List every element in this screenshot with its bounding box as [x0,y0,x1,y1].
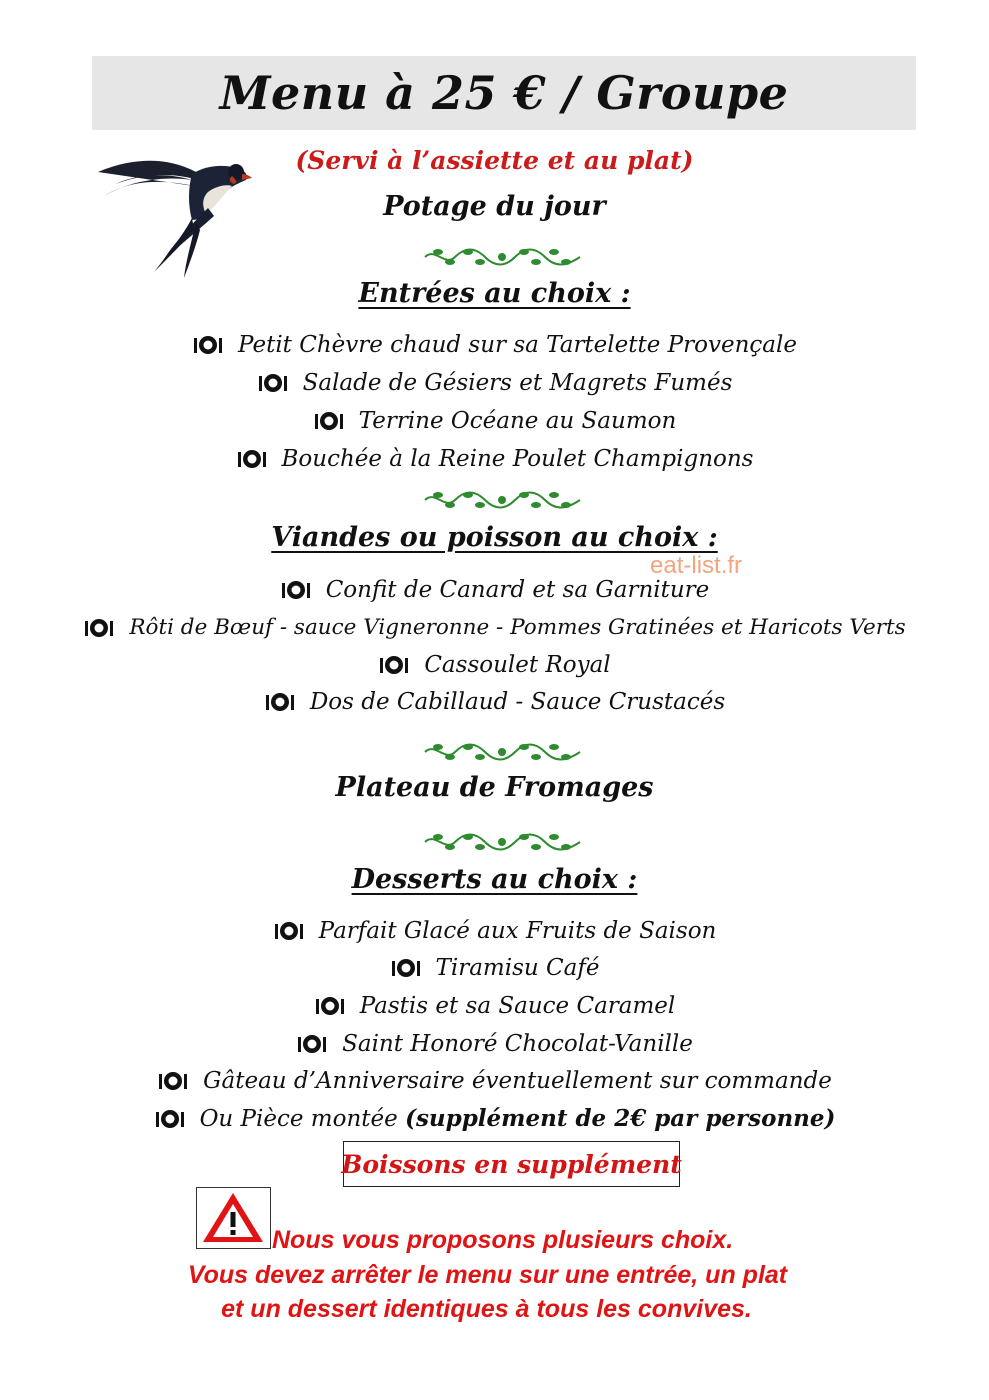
menu-item: Ou Pièce montée (supplément de 2€ par personne) [0,1105,989,1132]
vine-ornament [420,830,585,854]
menu-item: Salade de Gésiers et Magrets Fumés [0,370,989,396]
notice-line-3: et un dessert identiques à tous les convives. [221,1295,752,1323]
plate-cutlery-icon [280,579,312,601]
boissons-box [343,1141,680,1187]
supplement-note: (supplément de 2€ par personne) [405,1105,836,1132]
plate-cutlery-icon [314,995,346,1017]
plate-cutlery-icon [378,654,410,676]
plate-cutlery-icon [192,334,224,356]
menu-item: Confit de Canard et sa Garniture [0,577,989,603]
watermark: eat-list.fr [650,552,743,579]
service-subtitle: (Servi à l’assiette et au plat) [295,146,694,175]
menu-item: Petit Chèvre chaud sur sa Tartelette Provençale [0,332,989,358]
menu-item: Tiramisu Café [0,955,989,981]
boissons-label: Boissons en supplément [341,1149,682,1179]
fromages-heading: Plateau de Fromages [335,772,654,803]
vine-ornament [420,740,585,764]
menu-item: Dos de Cabillaud - Sauce Crustacés [0,689,989,715]
menu-item: Rôti de Bœuf - sauce Vigneronne - Pommes Gratinées et Haricots Verts [0,615,989,640]
plate-cutlery-icon [264,691,296,713]
plate-cutlery-icon [273,920,305,942]
plate-cutlery-icon [296,1033,328,1055]
notice-line-2: Vous devez arrêter le menu sur une entrée, un plat [187,1261,788,1289]
plate-cutlery-icon [157,1070,189,1092]
title-bar [92,56,916,130]
plate-cutlery-icon [83,617,115,639]
menu-item: Pastis et sa Sauce Caramel [0,993,989,1019]
plate-cutlery-icon [257,372,289,394]
vine-ornament [420,245,585,269]
menu-item: Cassoulet Royal [0,652,989,678]
plate-cutlery-icon [154,1108,186,1130]
plate-cutlery-icon [236,448,268,470]
vine-ornament [420,488,585,512]
desserts-heading: Desserts au choix : [351,864,638,895]
menu-title: Menu à 25 € / Groupe [219,66,789,120]
plate-cutlery-icon [390,957,422,979]
potage-heading: Potage du jour [383,191,606,222]
notice-line-1: Nous vous proposons plusieurs choix. [272,1226,734,1254]
menu-item: Terrine Océane au Saumon [0,408,989,434]
viandes-heading: Viandes ou poisson au choix : [271,522,718,553]
menu-item: Saint Honoré Chocolat-Vanille [0,1031,989,1057]
menu-item: Gâteau d’Anniversaire éventuellement sur commande [0,1068,989,1094]
menu-item: Parfait Glacé aux Fruits de Saison [0,918,989,944]
menu-item: Bouchée à la Reine Poulet Champignons [0,446,989,472]
plate-cutlery-icon [313,410,345,432]
entrees-heading: Entrées au choix : [358,278,631,309]
